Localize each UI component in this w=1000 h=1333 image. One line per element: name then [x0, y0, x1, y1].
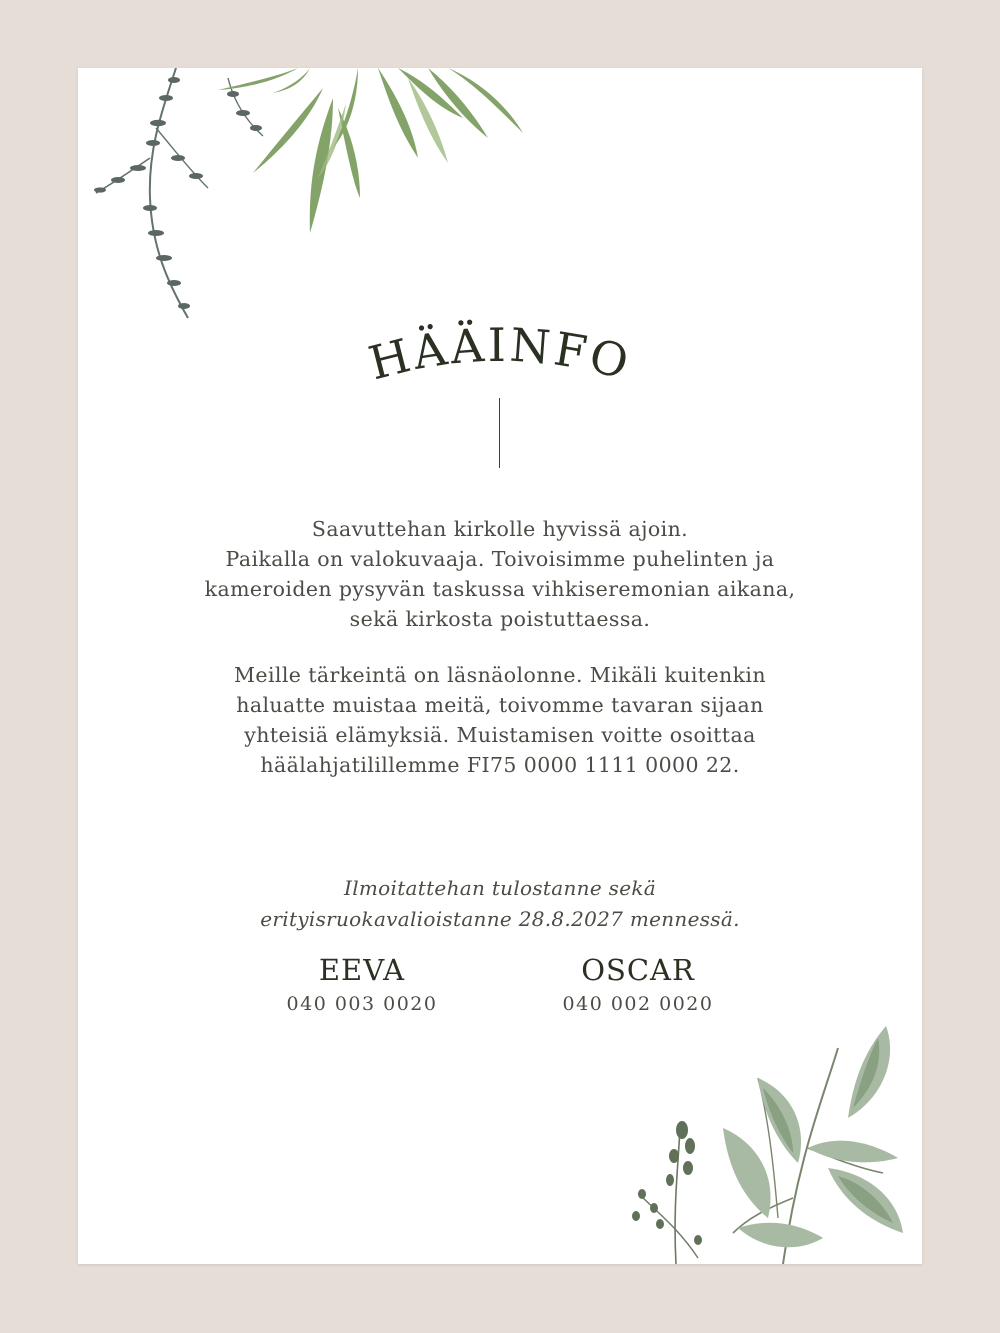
info-paragraph-gifts — [158, 660, 842, 780]
contact-name: OSCAR — [581, 953, 695, 987]
text-line: kameroiden pysyvän taskussa vihkiseremonian aikana, — [204, 577, 796, 601]
text-line: Paikalla on valokuvaaja. Toivoisimme puhelinten ja — [225, 547, 775, 571]
notice-line: erityisruokavalioistanne 28.8.2027 mennessä. — [260, 907, 740, 931]
contact-eeva — [242, 952, 482, 1018]
text-line: sekä kirkosta poistuttaessa. — [349, 607, 651, 631]
svg-text:HÄÄINFO — [363, 318, 636, 391]
contact-oscar — [518, 952, 758, 1018]
invitation-card — [78, 68, 922, 1264]
notice-line: Ilmoitattehan tulostanne sekä — [344, 876, 656, 900]
page-title — [300, 306, 700, 406]
watercolor-greenery-icon — [78, 68, 548, 338]
contact-phone: 040 003 0020 — [286, 993, 438, 1015]
text-line: haluatte muistaa meitä, toivomme tavaran sijaan — [236, 693, 764, 717]
info-paragraph-arrival — [158, 514, 842, 634]
contact-name: EEVA — [318, 953, 406, 987]
rsvp-notice — [158, 873, 842, 935]
contact-phone: 040 002 0020 — [562, 993, 714, 1015]
title-text: HÄÄINFO — [363, 317, 637, 391]
text-line: Saavuttehan kirkolle hyvissä ajoin. — [311, 517, 689, 541]
watercolor-eucalyptus-icon — [598, 1018, 922, 1264]
text-line: Meille tärkeintä on läsnäolonne. Mikäli kuitenkin — [234, 663, 766, 687]
text-line: yhteisiä elämyksiä. Muistamisen voitte osoittaa — [244, 723, 756, 747]
text-line: häälahjatilillemme FI75 0000 1111 0000 22. — [260, 753, 740, 777]
vertical-divider — [499, 398, 500, 468]
